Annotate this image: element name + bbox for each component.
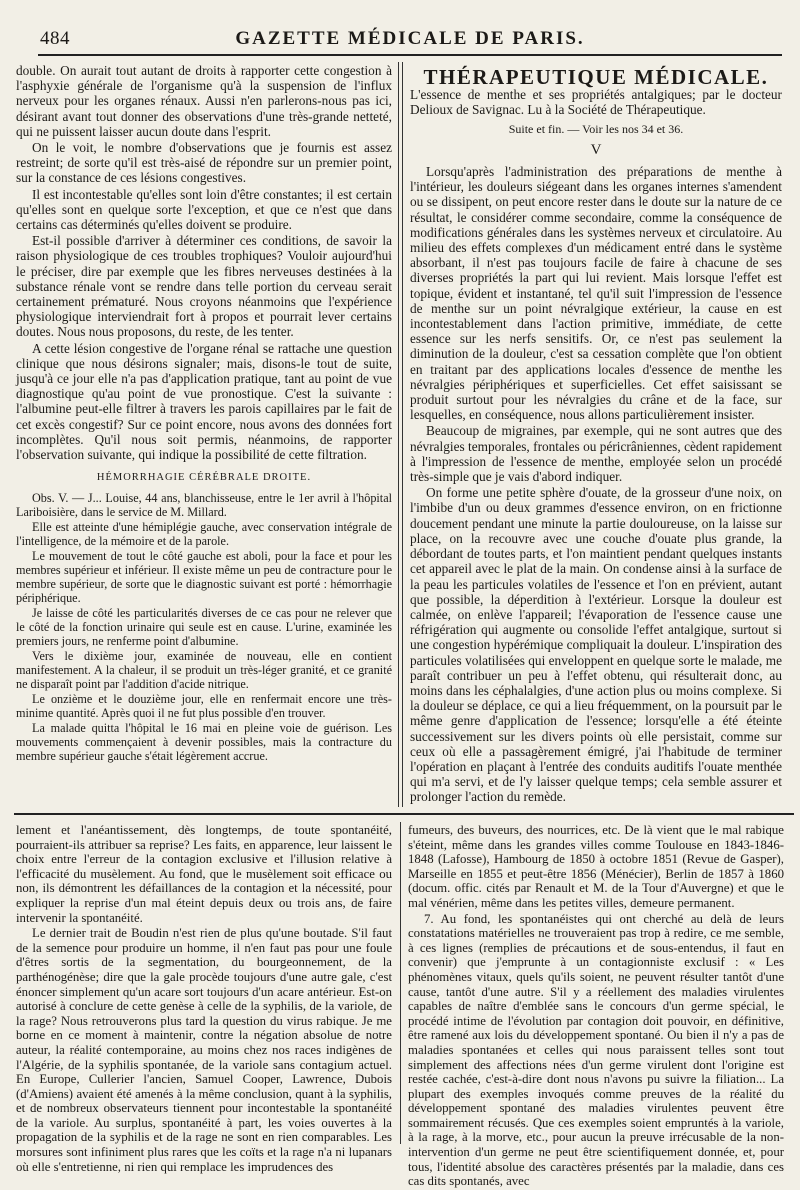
right-top-column <box>410 66 782 806</box>
observation-paragraph: Vers le dixième jour, examinée de nouveau, elle en contient manifestement. A la chaleur, il se produit un très-léger granité, et ce granité ne disparaît point par l'addition d'acide nitrique. <box>16 649 392 692</box>
observation-paragraph: Obs. V. — J... Louise, 44 ans, blanchisseuse, entre le 1er avril à l'hôpital Lariboisière, dans le service de M. Millard. <box>16 491 392 520</box>
paragraph: lement et l'anéantissement, dès longtemps, de toute spontanéité, pourraient-ils attribuer sa reprise? Les faits, en apparence, leur laissent le choix entre l'erreur de la contagion exclusive et l'illusion relative à l'efficacité du musèlement. Au fond, que le musèlement soit efficace ou non, ils démontrent les défaillances de la contagion et la nécessité, pour expliquer la reprise d'un mal éteint depuis deux ou trois ans, de faire intervenir la spontanéité. <box>16 823 392 925</box>
observation-paragraph: Le onzième et le douzième jour, elle en renfermait encore une très-minime quantité. Après quoi il ne fut plus possible d'en trouver. <box>16 692 392 721</box>
column-divider-top <box>398 62 399 807</box>
column-divider-top-double <box>402 62 403 807</box>
observation-heading: HÉMORRHAGIE CÉRÉBRALE DROITE. <box>96 472 312 484</box>
paragraph: Est-il possible d'arriver à déterminer ces conditions, de savoir la raison physiologique de ces troubles trophiques? Vouloir aujourd'hui le préciser, dire par exemple que les fibres nerveuses destinées à la substance rénale vont se rendre dans telle portion du cerveau serait certainement prématuré. Nous croyons néanmoins que l'expérience physiologique interviendrait fort à propos et pourrait lever certains doutes. Nous nous proposons, du reste, de les tenter. <box>16 233 392 340</box>
paragraph: On forme une petite sphère d'ouate, de la grosseur d'une noix, on l'imbibe d'un ou deux grammes d'essence environ, on en frictionne doucement pendant une minute la partie douloureuse, on la laisse sur place, on la recouvre avec une couche d'ouate plus grande, la débordant de toutes parts, et l'on maintient pendant quelques instants cet appareil avec le plat de la main. On condense ainsi à la surface de la peau les particules volatiles de l'essence et l'on en prévient, autant que possible, la déperdition à l'extérieur. Lorsque la douleur est calmée, on enlève l'appareil; l'évaporation de l'essence cause une réfrigération qui augmente ou consolide l'effet antalgique, surtout si une congestion hypérémique compliquait la douleur. L'inspiration des particules volatilisées qui enveloppent en quelque sorte le malade, me paraît contribuer un peu à l'effet obtenu, qui résulterait donc, au moins dans les céphalalgies, d'une action plus ou moins complexe. Si la douleur se déplace, ce qui a lieu fréquemment, on la poursuit par le même genre d'application de l'essence; lorsqu'elle a été éteinte successivement sur les divers points où elle persistait, comme sur ceux où elle a passagèrement émigré, j'ai l'habitude de terminer l'opération en plaçant à l'entrée des conduits auditifs l'ouate menthée qui m'a servi, et de l'y laisser quelque temps; cela semble assurer et prolonger l'action du remède. <box>410 485 782 805</box>
feuilleton-rule <box>14 813 794 815</box>
continuation-note: Suite et fin. — Voir les nos 34 et 36. <box>508 121 684 136</box>
section-title: THÉRAPEUTIQUE MÉDICALE. <box>423 65 769 89</box>
article-heading: L'essence de menthe et ses propriétés antalgiques; par le docteur Delioux de Savignac. Lu à la Société de Thérapeutique. <box>410 87 782 118</box>
paragraph: A cette lésion congestive de l'organe rénal se rattache une question clinique que nous désirons signaler; mais, disons-le tout de suite, jusqu'à ce jour elle n'a pas d'application pratique, tant au point de vue diagnostique qu'au point de vue pronostique. C'est la suivante : l'albumine peut-elle filtrer à travers les parois capillaires par le fait de cet excès congestif? Sur ce point encore, nous avons des données fort incomplètes. Qu'il nous soit permis, néanmoins, de rapporter l'observation suivante, qui indique la possibilité de cette filtration. <box>16 340 392 463</box>
observation-paragraph: Je laisse de côté les particularités diverses de ce cas pour ne relever que le côté de la fonction urinaire qui seule est en cause. L'urine, examinée les premiers jours, ne renferme point d'albumine. <box>16 606 392 649</box>
observation-paragraph: Le mouvement de tout le côté gauche est aboli, pour la face et pour les membres supérieur et inférieur. Il existe même un peu de contracture pour le membre supérieur, de sorte que le diagnostic suivant est porté : hémorrhagie périphérique. <box>16 549 392 606</box>
paragraph: Beaucoup de migraines, par exemple, qui ne sont autres que des névralgies temporales, frontales ou péricrâniennes, cèdent rapidement à l'impression de l'essence de menthe, employée selon un procédé très-simple que je vais d'abord indiquer. <box>410 423 782 485</box>
paragraph: Le dernier trait de Boudin n'est rien de plus qu'une boutade. S'il faut de la semence pour produire un homme, il n'en faut pas pour une foule d'êtres sortis de la segmentation, du bourgeonnement, de la parthénogénèse; dire que la gale procède toujours d'une autre gale, c'est énoncer simplement qu'un acare sort toujours d'un acare antérieur. Est-on autorisé à conclure de cette genèse à celle de la syphilis, de la variole, de la rage? Nous retrouverons plus tard la question du virus rabique. Je me borne en ce moment à maintenir, contre la négation absolue de notre auteur, la réalité contemporaine, au moins chez nos races indigènes de l'Algérie, de la syphilis spontanée, de la variole sans contagium actuel. En Europe, Cullerier l'ancien, Samuel Cooper, Lawrence, Dubois (d'Amiens) avaient été amenés à la même conclusion, quant à la syphilis, et de nombreux observateurs tiennent pour incontestable la spontanéité de la variole. Au surplus, spontanéité à part, les voies ouvertes à la propagation de la syphilis et de la rage ne sont en rien comparables. Les morsures sont infiniment plus rares que les coïts et la rage n'a ni lupanars où elle s'entretienne, ni rien qui remplace les imprudences des <box>16 926 392 1174</box>
journal-title: GAZETTE MÉDICALE DE PARIS. <box>235 28 585 49</box>
paragraph: 7. Au fond, les spontanéistes qui ont cherché au delà de leurs constatations matérielles ne trouveraient pas trop à redire, ce me semble, à ces lignes (remplies de précautions et de sous-entendus, il faut en convenir) que j'emprunte à un contagionniste exclusif : « Les phénomènes vitaux, quels qu'ils soient, ne peuvent résulter tantôt d'une cause, tantôt d'une autre. S'il y a réellement des maladies virulentes capables de naître d'emblée sans le concours d'un germe spécial, le procédé intime de l'évolution par contagion doit pouvoir, en définitive, être ramené aux lois du développement spontané. Ou bien il n'y a pas de maladies spontanées et celles qui nous paraissent telles sont tout simplement des affections nées d'un germe virulent dont l'origine est restée cachée, c'est-à-dire dont nous n'avons pu suivre la filiation... La plupart des exemples invoqués comme preuves de la réalité du développement spontané des maladies virulentes peuvent être sommairement récusés. Que ces exemples soient empruntés à la variole, à la rage, à la morve, etc., pour aucun la preuve irrécusable de la non-intervention d'un germe ne peut être scientifiquement donnée, et, pour tous, l'identité absolue des caractères présentés par la maladie, dans ces cas dits spontanés, avec <box>408 911 784 1189</box>
paragraph: Il est incontestable qu'elles sont loin d'être constantes; il est certain qu'elles sont en quelque sorte l'exception, et que ce n'est que dans certains cas déterminés qu'elles doivent se produire. <box>16 186 392 233</box>
observation-paragraph: Elle est atteinte d'une hémiplégie gauche, avec conservation intégrale de l'intelligence, de la mémoire et de la parole. <box>16 520 392 549</box>
paragraph: Lorsqu'après l'administration des préparations de menthe à l'intérieur, les douleurs siégeant dans les organes internes s'amendent ou se dissipent, on peut encore rester dans le doute sur la nature de ce résultat, le considérer comme secondaire, comme la conséquence de modifications générales dans les systèmes nerveux et circulatoire. Au milieu des effets complexes d'un médicament entré dans le système absorbant, il n'est pas toujours facile de faire à chacune de ses diverses propriétés la part qui lui revient. Mais lorsque l'effet est topique, évident et instantané, tel qu'il suit l'impression de l'essence de menthe sur un point névralgique extérieur, la cause en est incontestablement dans l'action primitive, immédiate, de cette essence sur les nerfs sensitifs. Or, ce n'est pas seulement la diminution de la douleur, c'est sa cessation complète que l'on obtient en traitant par des applications locales d'essence de menthe les névralgies périphériques et superficielles. Cet effet saisissant se produit surtout pour les névralgies du crâne et de la face, sur lesquelles, en conséquence, nous allons particulièrement insister. <box>410 164 782 423</box>
chapter-numeral: V <box>590 141 602 158</box>
column-divider-bottom <box>400 822 401 1144</box>
paragraph: On le voit, le nombre d'observations que je fournis est assez restreint; de sorte qu'il est très-aisé de répondre sur un premier point, sur la constance de ces lésions congestives. <box>16 140 392 186</box>
left-top-column <box>16 63 392 764</box>
observation-paragraph: La malade quitta l'hôpital le 16 mai en pleine voie de guérison. Les mouvements commençaient à devenir possibles, mais la contracture du membre supérieur gauche s'était légèrement accrue. <box>16 721 392 764</box>
page-number: 484 <box>40 28 70 49</box>
paragraph: double. On aurait tout autant de droits à rapporter cette congestion à l'asphyxie générale de l'organisme qu'à la suspension de l'influx nerveux pour les organes rénaux. Aussi n'en parlerons-nous pas ici, désirant avant tout donner des observations d'une très-grande netteté, qui ne puissent laisser aucun doute dans l'esprit. <box>16 63 392 139</box>
right-bottom-column <box>408 823 784 1190</box>
paragraph: fumeurs, des buveurs, des nourrices, etc. De là vient que le mal rabique s'éteint, même dans les grandes villes comme Toulouse en 1843-1846-1848 (Lafosse), Hambourg de 1850 à octobre 1851 (Revue de Gasper), Marseille en 1855 et peut-être 1856 (Ménécier), Berlin de 1857 à 1860 (docum. offic. cités par Renault et M. de la Tour d'Auvergne) et que le mal vénérien, même dans les petites villes, demeure permanent. <box>408 823 784 910</box>
page-header <box>40 26 780 52</box>
left-bottom-column <box>16 823 392 1175</box>
header-rule <box>38 54 782 56</box>
